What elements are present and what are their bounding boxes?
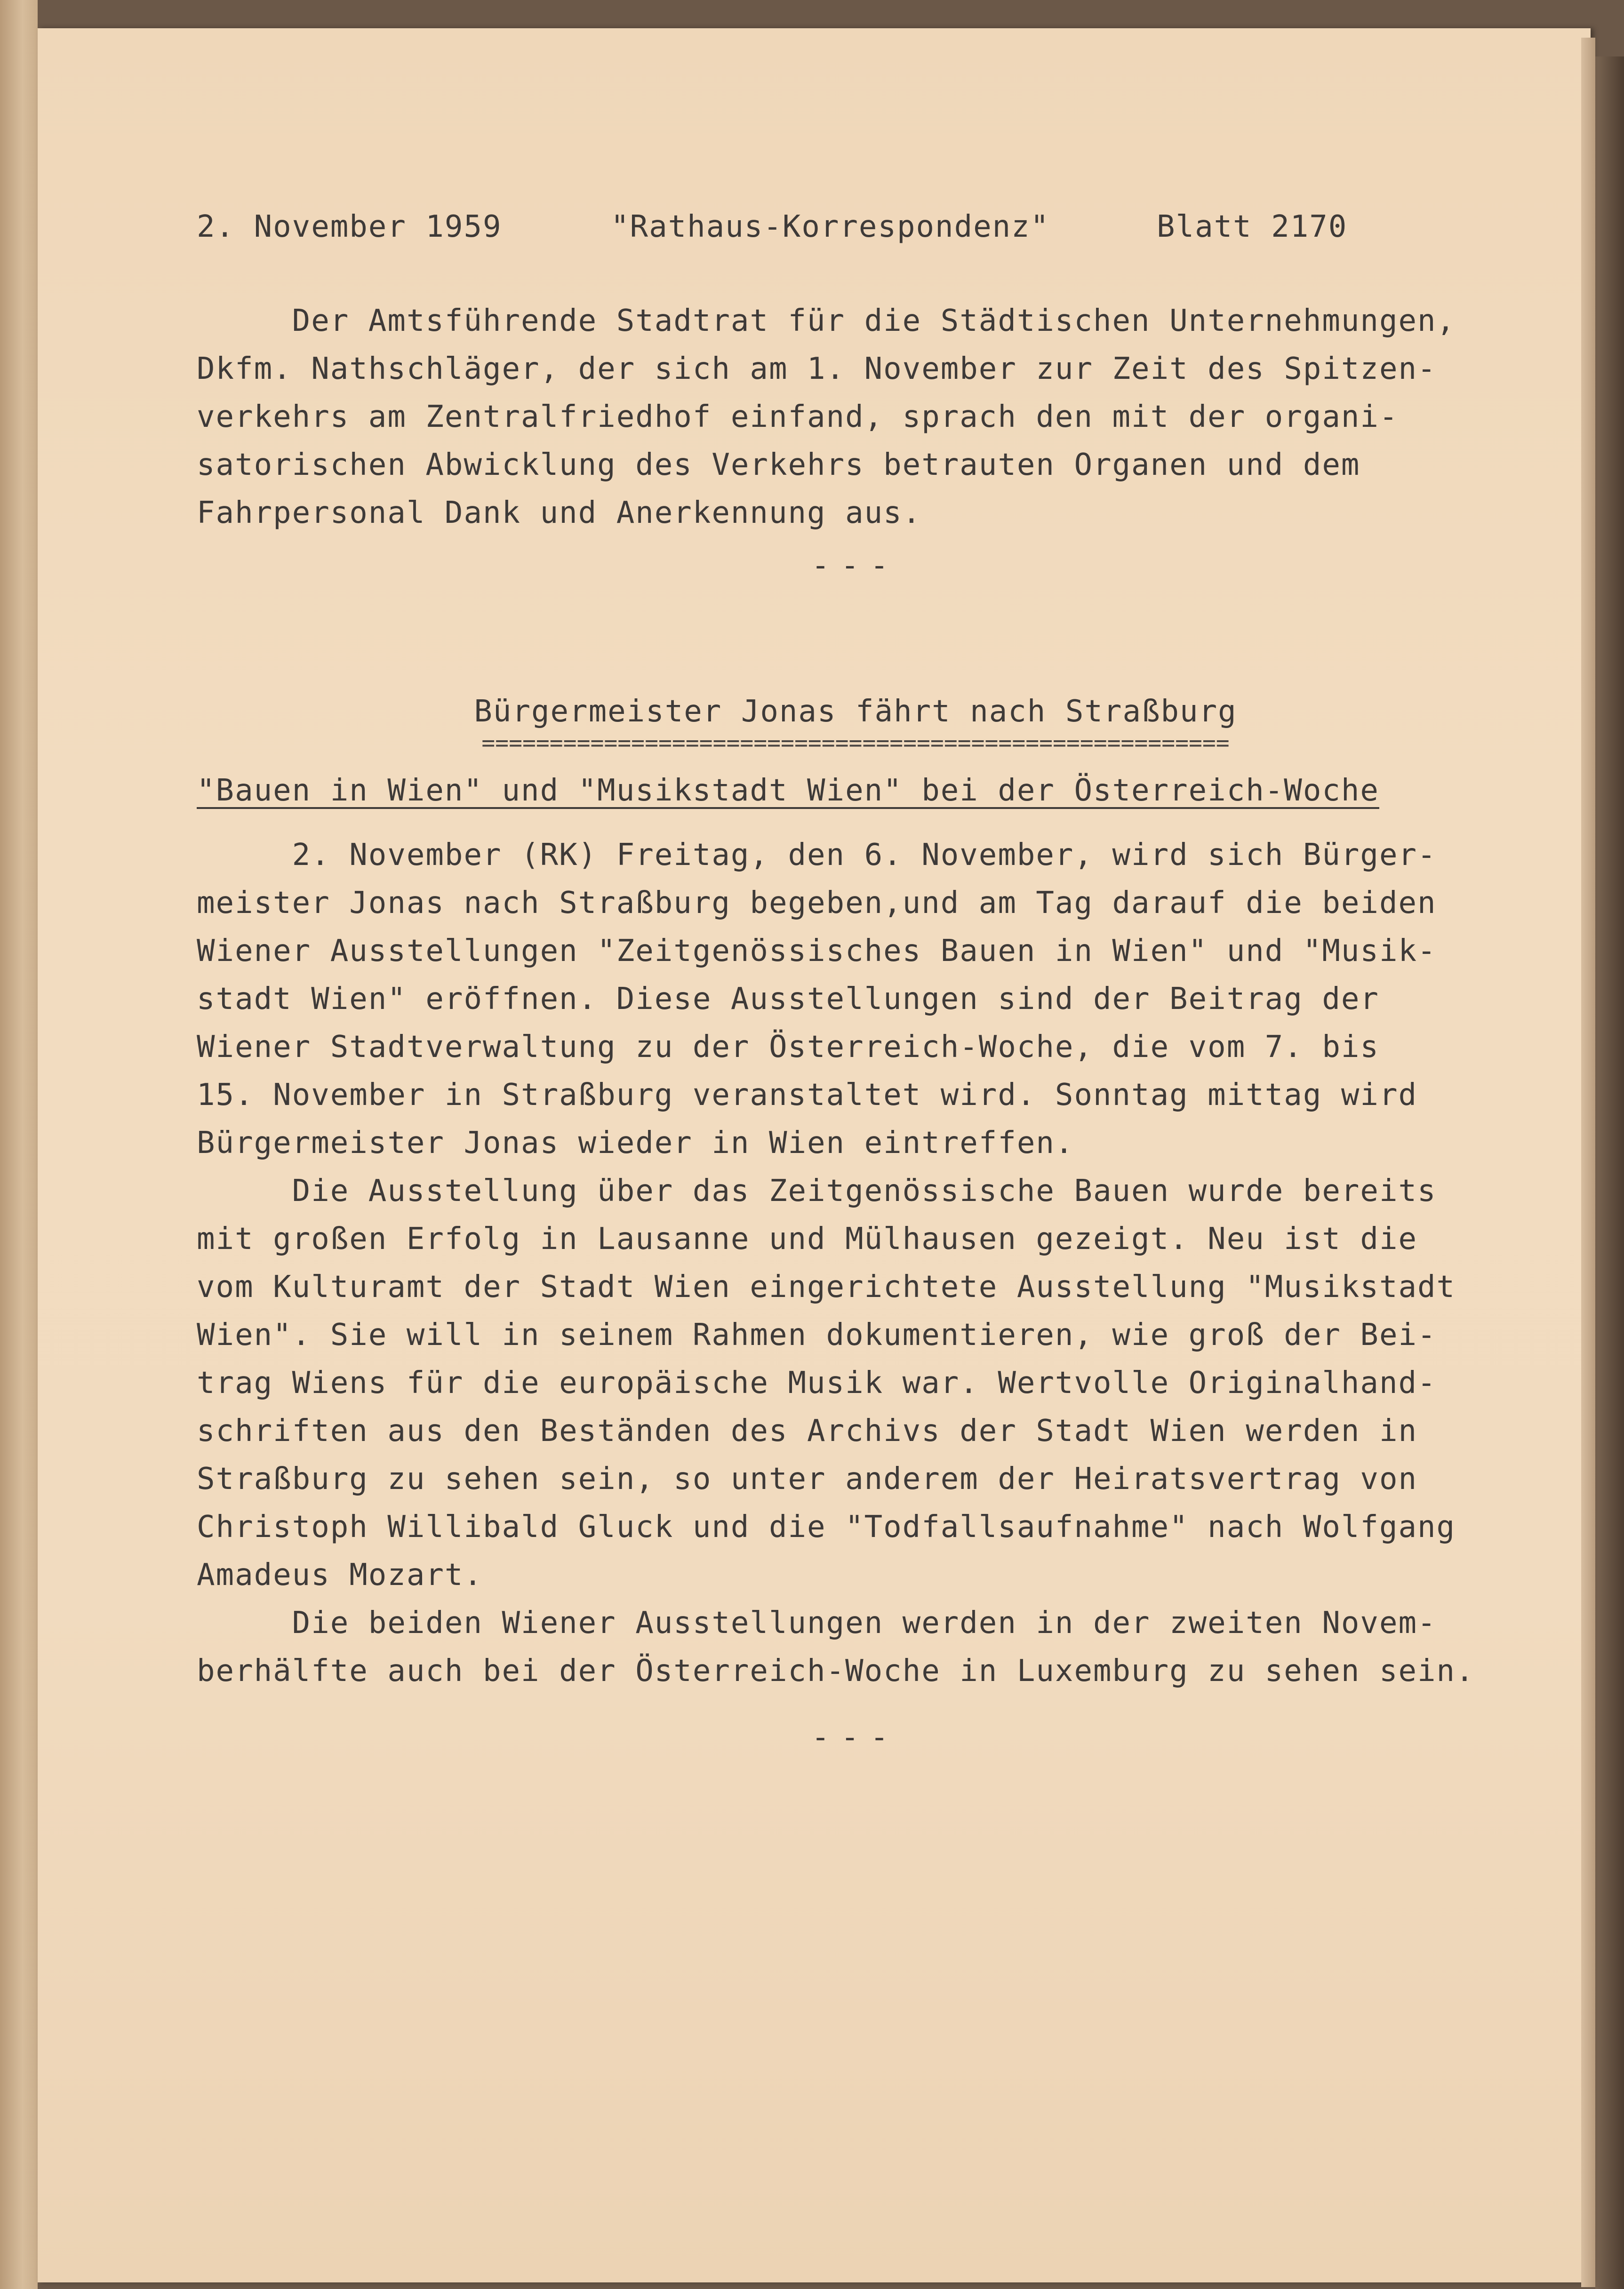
header-sheet-number: Blatt 2170 (1157, 209, 1348, 244)
para1-line-6: 15. November in Straßburg veranstaltet wird. Sonntag mittag wird (197, 1078, 1417, 1112)
para1-line-2: meister Jonas nach Straßburg begeben,und am Tag darauf die beiden (197, 886, 1437, 920)
separator-2: --- (811, 1720, 900, 1755)
header-publication: "Rathaus-Korrespondenz" (611, 209, 1050, 244)
item1-line-5: Fahrpersonal Dank und Anerkennung aus. (197, 496, 922, 530)
para2-line-5: trag Wiens für die europäische Musik war. Wertvolle Originalhand- (197, 1366, 1437, 1401)
para2-line-2: mit großen Erfolg in Lausanne und Mülhausen gezeigt. Neu ist die (197, 1222, 1417, 1257)
para2-line-3: vom Kulturamt der Stadt Wien eingerichtete Ausstellung "Musikstadt (197, 1270, 1456, 1305)
para2-line-7: Straßburg zu sehen sein, so unter anderem der Heiratsvertrag von (197, 1462, 1417, 1497)
item1-line-2: Dkfm. Nathschläger, der sich am 1. November zur Zeit des Spitzen- (197, 352, 1437, 386)
para2-line-6: schriften aus den Beständen des Archivs der Stadt Wien werden in (197, 1414, 1417, 1449)
header-date: 2. November 1959 (197, 209, 502, 244)
para1-line-4: stadt Wien" eröffnen. Diese Ausstellungen sind der Beitrag der (197, 982, 1379, 1016)
para2-line-4: Wien". Sie will in seinem Rahmen dokumentieren, wie groß der Bei- (197, 1318, 1437, 1353)
para2-line-9: Amadeus Mozart. (197, 1558, 483, 1593)
para1-line-5: Wiener Stadtverwaltung zu der Österreich-Woche, die vom 7. bis (197, 1030, 1379, 1064)
binding-edge (0, 0, 38, 2289)
item1-line-4: satorischen Abwicklung des Verkehrs betrauten Organen und dem (197, 448, 1360, 482)
para3-line-1: Die beiden Wiener Ausstellungen werden in der zweiten Novem- (197, 1606, 1437, 1641)
para1-line-3: Wiener Ausstellungen "Zeitgenössisches Bauen in Wien" und "Musik- (197, 934, 1437, 968)
para1-line-1: 2. November (RK) Freitag, den 6. November, wird sich Bürger- (197, 838, 1437, 872)
next-page-edge (1595, 56, 1624, 2289)
item1-line-3: verkehrs am Zentralfriedhof einfand, sprach den mit der organi- (197, 400, 1399, 434)
page-right-edge (1581, 38, 1595, 2287)
para3-line-2: berhälfte auch bei der Österreich-Woche in Luxemburg zu sehen sein. (197, 1654, 1475, 1689)
para1-line-7: Bürgermeister Jonas wieder in Wien eintreffen. (197, 1126, 1074, 1161)
article-title: Bürgermeister Jonas fährt nach Straßburg (474, 694, 1237, 729)
item1-line-1: Der Amtsführende Stadtrat für die Städtischen Unternehmungen, (197, 304, 1456, 338)
title-double-underline: ======================================================= (481, 730, 1230, 756)
article-subtitle: "Bauen in Wien" und "Musikstadt Wien" bei der Österreich-Woche (197, 773, 1379, 808)
separator-1: --- (811, 548, 900, 583)
para2-line-8: Christoph Willibald Gluck und die "Todfallsaufnahme" nach Wolfgang (197, 1510, 1456, 1545)
para2-line-1: Die Ausstellung über das Zeitgenössische Bauen wurde bereits (197, 1174, 1437, 1209)
